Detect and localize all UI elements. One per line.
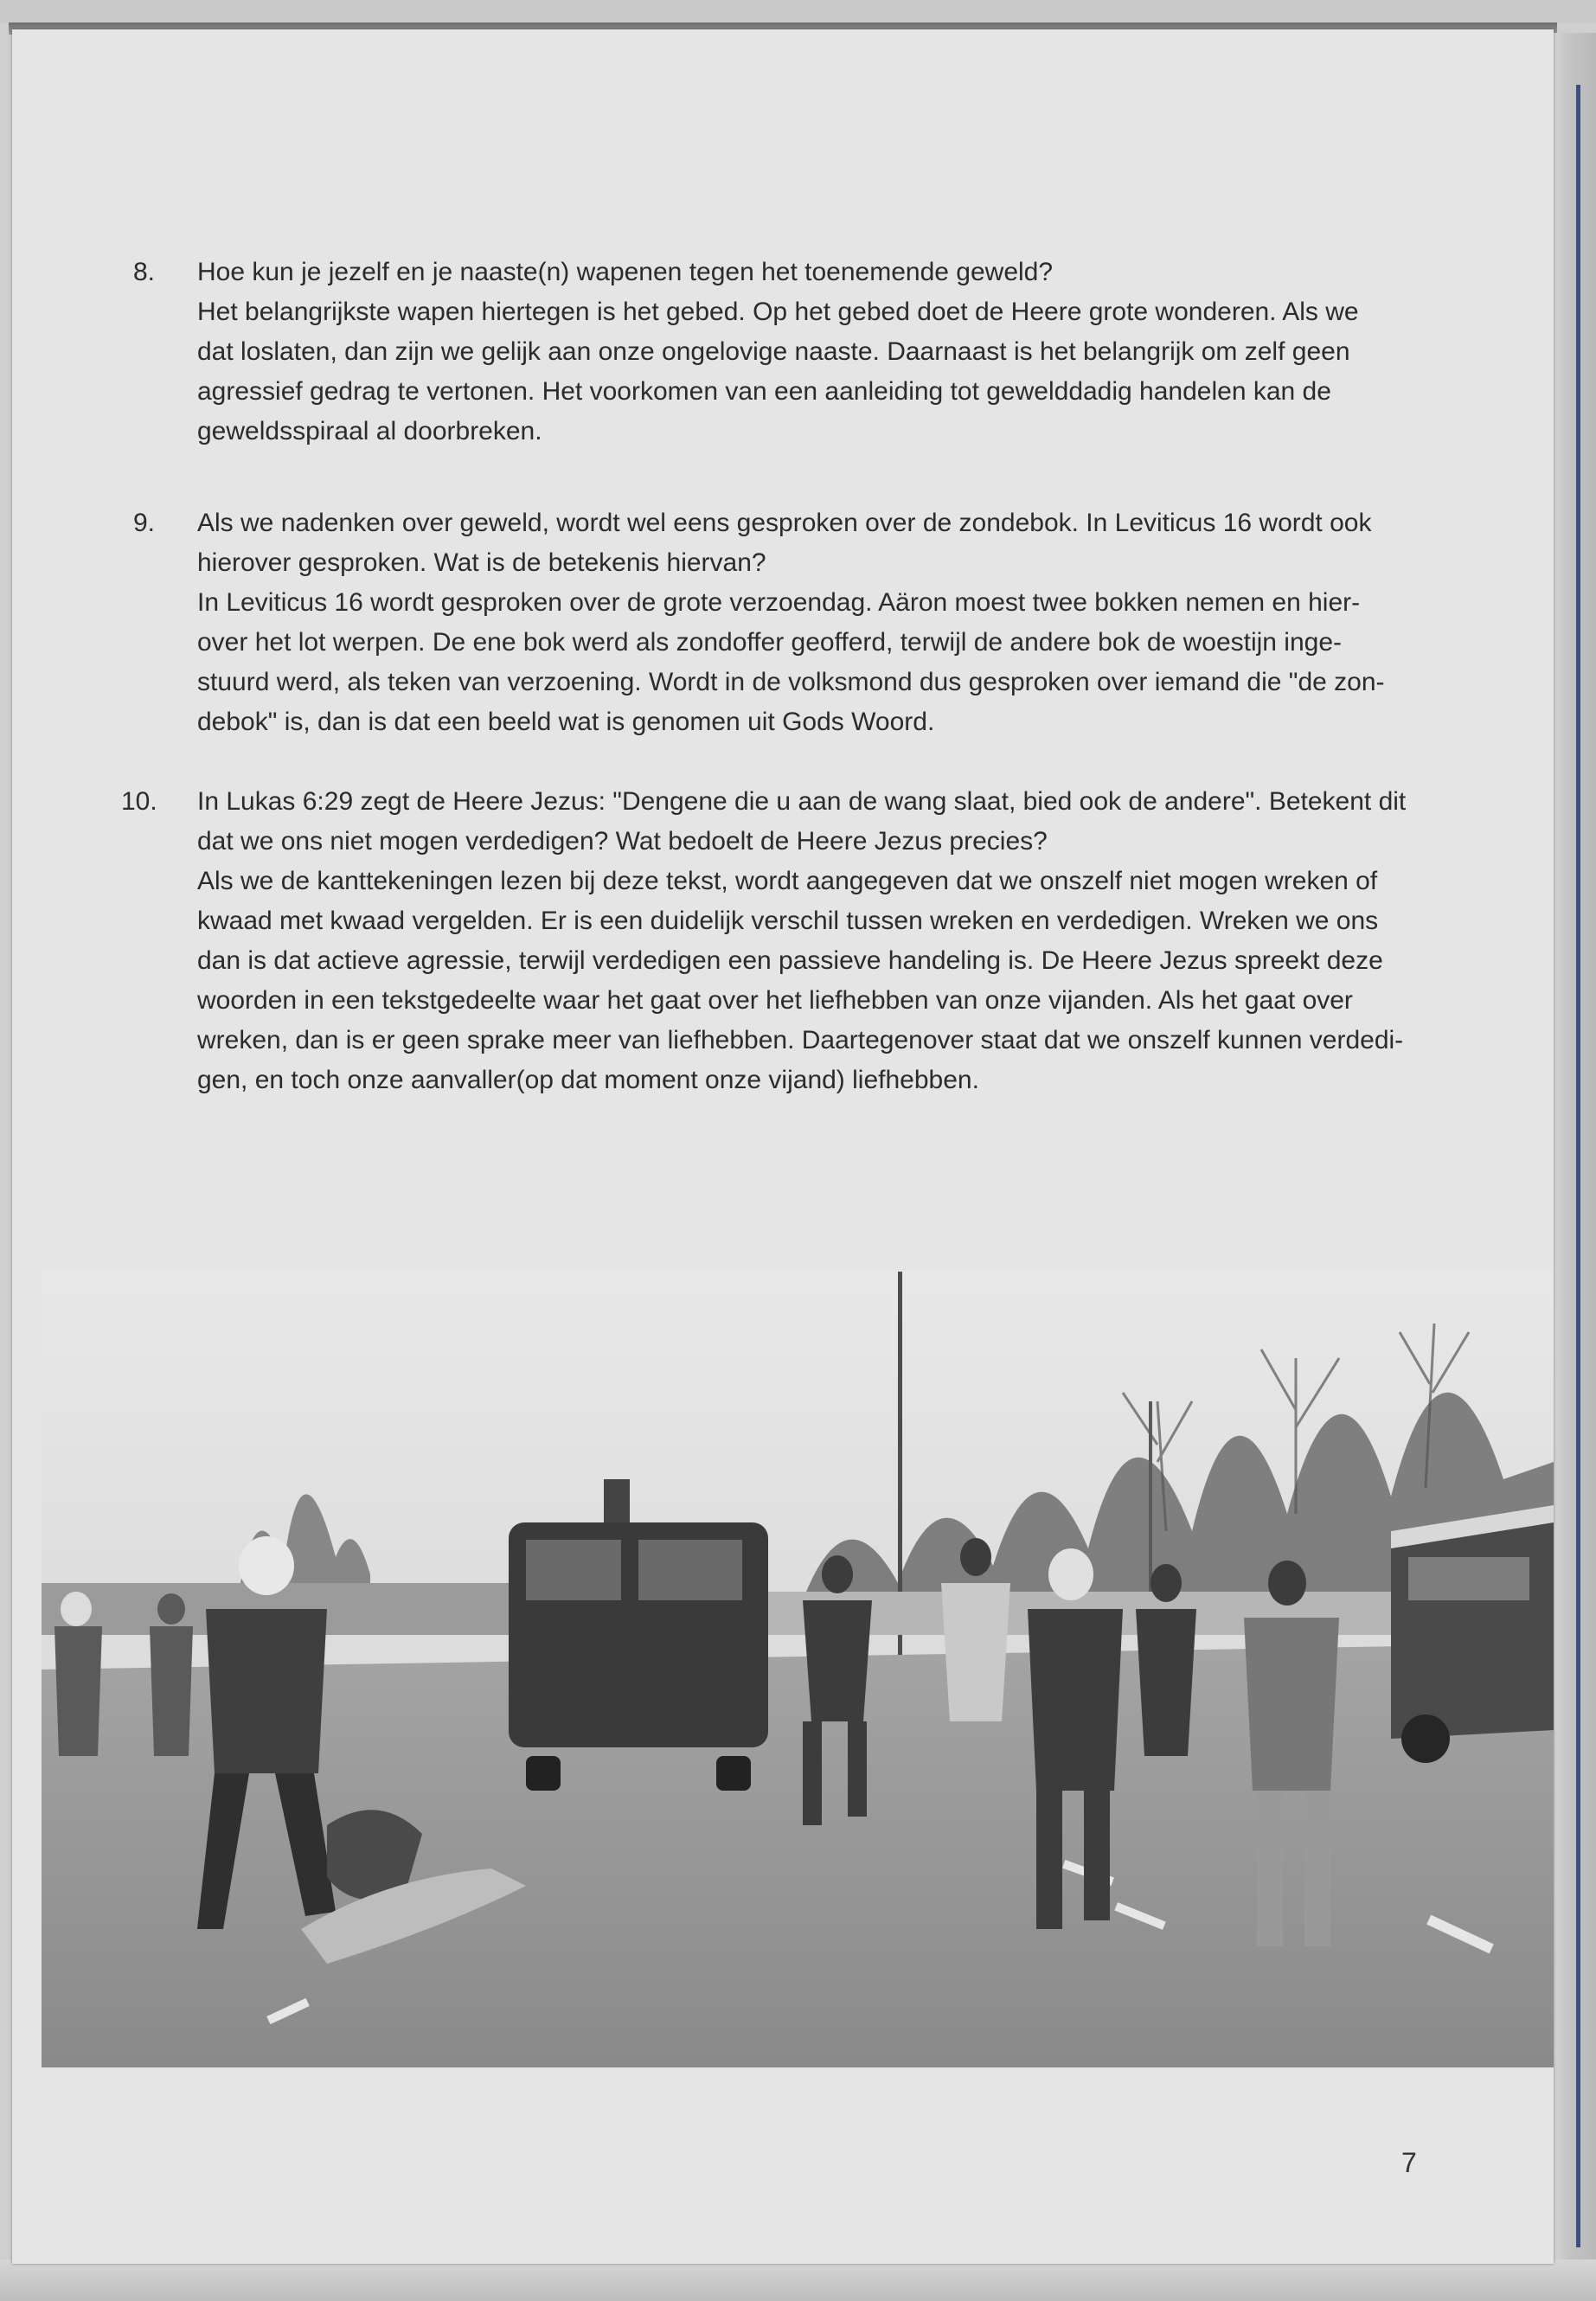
question-body [197,503,1460,742]
answer-line: debok" is, dan is dat een beeld wat is genomen uit Gods Woord. [197,708,935,736]
answer-line: Als we de kanttekeningen lezen bij deze tekst, wordt aangegeven dat we onszelf niet mogen wreken of [197,867,1378,895]
answer-line: stuurd werd, als teken van verzoening. Wordt in de volksmond dus gesproken over iemand die "de zon- [197,668,1385,696]
question-number: 10. [121,787,157,816]
question-line: Als we nadenken over geweld, wordt wel eens gesproken over de zondebok. In Leviticus 16 wordt ook [197,509,1372,537]
question-body [197,782,1460,1100]
answer-line: gen, en toch onze aanvaller(op dat moment onze vijand) liefhebben. [197,1066,979,1094]
answer-line: Het belangrijkste wapen hiertegen is het gebed. Op het gebed doet de Heere grote wonderen. Als we [197,298,1359,326]
page-number: 7 [1401,2147,1417,2178]
question-line: dat we ons niet mogen verdedigen? Wat bedoelt de Heere Jezus precies? [197,827,1048,856]
answer-line: dan is dat actieve agressie, terwijl verdedigen een passieve handeling is. De Heere Jezus spreekt deze [197,946,1383,975]
answer-line: over het lot werpen. De ene bok werd als zondoffer geofferd, terwijl de andere bok de woestijn inge- [197,628,1343,657]
answer-line: In Leviticus 16 wordt gesproken over de grote verzoendag. Aäron moest twee bokken nemen en hier- [197,588,1361,617]
photo-illustration [42,1272,1554,2067]
scan-background-bottom [0,2259,1596,2301]
question-line: Hoe kun je jezelf en je naaste(n) wapenen tegen het toenemende geweld? [197,258,1054,286]
cover-binding-edge [1576,85,1580,2247]
question-number: 9. [133,509,156,537]
book-cover-edge [1550,33,1596,2278]
riot-photograph [42,1272,1554,2067]
book-page [12,29,1554,2264]
answer-line: agressief gedrag te vertonen. Het voorkomen van een aanleiding tot gewelddadig handelen kan de [197,377,1331,406]
answer-line: wreken, dan is er geen sprake meer van liefhebben. Daartegenover staat dat we onszelf kunnen verdedi- [197,1026,1404,1054]
question-number: 8. [133,258,156,286]
answer-line: kwaad met kwaad vergelden. Er is een duidelijk verschil tussen wreken en verdedigen. Wreken we ons [197,907,1379,935]
question-line: hierover gesproken. Wat is de betekenis hiervan? [197,548,766,577]
question-line: In Lukas 6:29 zegt de Heere Jezus: "Dengene die u aan de wang slaat, bied ook de andere". Betekent dit [197,787,1407,816]
question-body [197,253,1460,452]
answer-line: geweldsspiraal al doorbreken. [197,417,542,445]
answer-line: dat loslaten, dan zijn we gelijk aan onze ongelovige naaste. Daarnaast is het belangrijk om zelf geen [197,337,1350,366]
answer-line: woorden in een tekstgedeelte waar het gaat over het liefhebben van onze vijanden. Als het gaat over [197,986,1353,1015]
scan-background-top [0,0,1596,22]
